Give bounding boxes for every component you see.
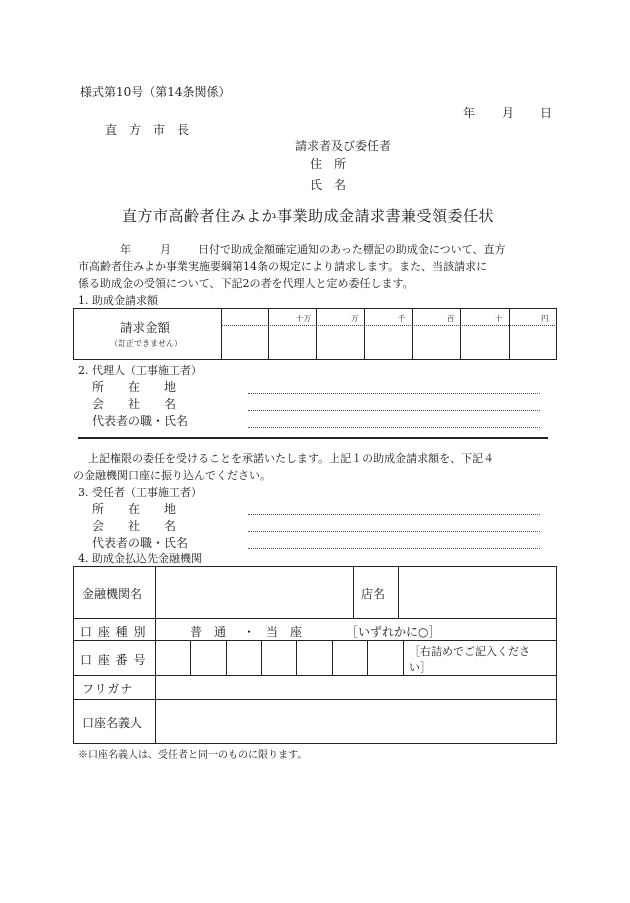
agent-company-label: 会 社 名 xyxy=(92,397,177,411)
account-type-current[interactable]: 当 座 xyxy=(266,625,303,639)
unit-hundred: 百 xyxy=(447,314,455,323)
unit-ten: 十 xyxy=(495,314,503,323)
intro-year: 年 xyxy=(120,243,131,256)
amount-note: （訂正できません） xyxy=(110,339,182,348)
acceptance-line1: 上記権限の委任を受けることを承諾いたします。上記１の助成金請求額を、下記４ xyxy=(88,452,495,465)
acceptance-line2: の金融機関口座に振り込んでください。 xyxy=(73,469,271,482)
section4-heading: 4. 助成金払込先金融機関 xyxy=(78,552,202,565)
claimant-heading: 請求者及び委任者 xyxy=(295,139,392,153)
account-type-separator: ・ xyxy=(243,625,256,639)
intro-month: 月 xyxy=(160,243,171,256)
account-number-label: 口 座 番 号 xyxy=(80,653,147,667)
unit-hundred-thousand: 十万 xyxy=(296,314,311,323)
bank-name-label: 金融機関名 xyxy=(82,587,143,601)
form-number: 様式第10号（第14条関係） xyxy=(80,85,231,99)
section3-heading: 3. 受任者（工事施工者） xyxy=(78,486,202,499)
section1-heading: 1. 助成金請求額 xyxy=(78,294,158,307)
section-divider xyxy=(78,437,548,439)
account-type-ordinary[interactable]: 普 通 xyxy=(190,625,227,639)
account-number-note-line1: ［右詰めでご記入くださ xyxy=(409,645,530,658)
intro-text-line1: 日付で助成金額確定通知のあった標記の助成金について、直方 xyxy=(198,243,506,256)
date-year-label: 年 xyxy=(463,106,476,120)
assignee-address-line[interactable] xyxy=(248,514,540,515)
account-type-note: ［いずれかに○］ xyxy=(346,625,441,639)
assignee-address-label: 所 在 地 xyxy=(92,502,177,516)
account-type-label: 口 座 種 別 xyxy=(80,625,147,639)
assignee-representative-line[interactable] xyxy=(248,548,540,549)
assignee-company-line[interactable] xyxy=(248,531,540,532)
agent-representative-line[interactable] xyxy=(248,427,540,428)
agent-address-line[interactable] xyxy=(248,393,540,394)
amount-label: 請求金額 xyxy=(120,320,171,335)
intro-text-line3: 係る助成金の受領について、下記2の者を代理人と定め委任します。 xyxy=(78,277,414,290)
account-holder-label: 口座名義人 xyxy=(82,716,143,730)
assignee-representative-label: 代表者の職・氏名 xyxy=(92,536,189,550)
claimant-address-label: 住 所 xyxy=(310,157,347,171)
footnote: ※口座名義人は、受任者と同一のものに限ります。 xyxy=(78,750,308,761)
agent-address-label: 所 在 地 xyxy=(92,380,177,394)
furigana-label: フリガナ xyxy=(82,682,134,696)
unit-yen: 円 xyxy=(541,314,549,323)
account-number-note-line2: い］ xyxy=(409,661,431,674)
assignee-company-label: 会 社 名 xyxy=(92,519,177,533)
addressee: 直 方 市 長 xyxy=(105,123,190,137)
section2-heading: 2. 代理人（工事施工者） xyxy=(78,364,202,377)
agent-company-line[interactable] xyxy=(248,410,540,411)
agent-representative-label: 代表者の職・氏名 xyxy=(92,414,189,428)
date-month-label: 月 xyxy=(502,106,515,120)
claimant-name-label: 氏 名 xyxy=(310,178,347,192)
date-day-label: 日 xyxy=(540,106,553,120)
unit-thousand: 千 xyxy=(398,314,406,323)
unit-ten-thousand: 万 xyxy=(351,314,359,323)
document-title: 直方市高齢者住みよか事業助成金請求書兼受領委任状 xyxy=(122,207,495,225)
intro-text-line2: 市高齢者住みよか事業実施要綱第14条の規定により請求します。また、当該請求に xyxy=(78,260,488,273)
branch-name-label: 店名 xyxy=(361,587,386,601)
